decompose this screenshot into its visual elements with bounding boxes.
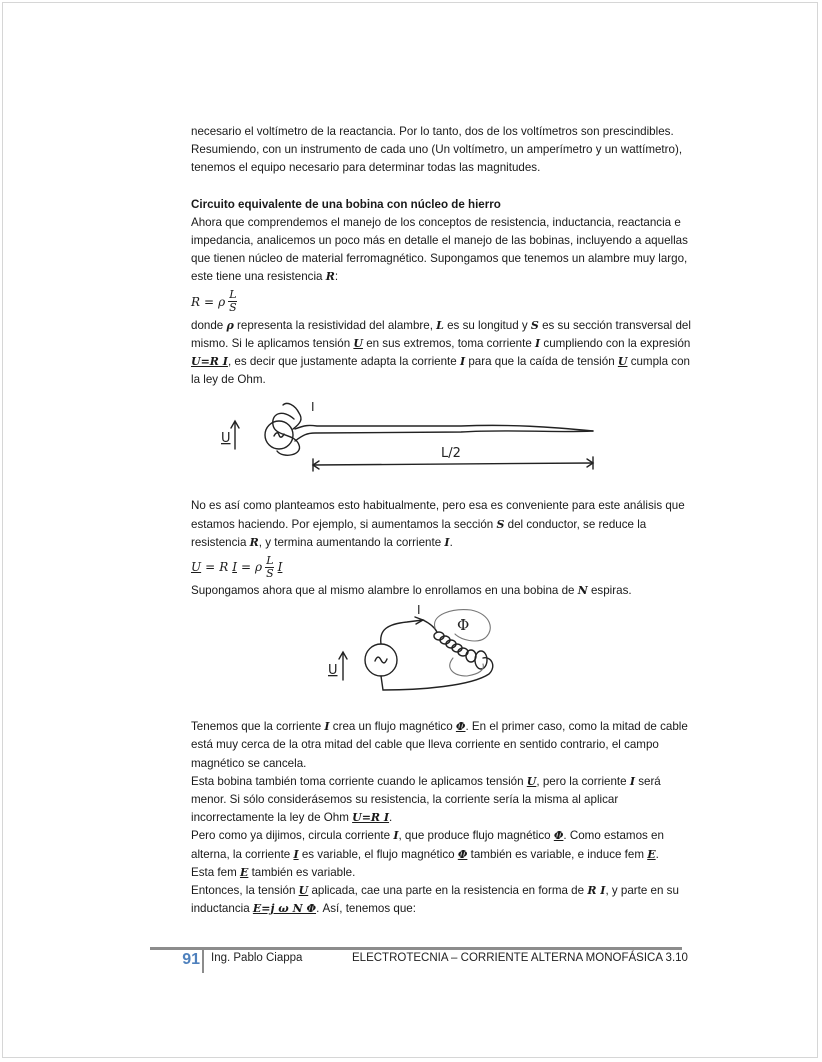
footer-author: Ing. Pablo Ciappa xyxy=(211,952,303,964)
formula-i: I xyxy=(277,559,283,574)
label-i: I xyxy=(417,603,421,618)
page-number: 91 xyxy=(182,951,200,968)
var-r: R xyxy=(325,270,335,284)
label-i: I xyxy=(311,400,315,415)
var-u: U xyxy=(617,355,628,369)
document-body xyxy=(191,123,691,918)
var-r: R xyxy=(249,535,259,549)
var-phi: Φ xyxy=(553,829,564,843)
var-phi: Φ xyxy=(455,720,466,734)
formula-rho: ρ xyxy=(255,559,263,574)
figure-coil xyxy=(191,600,691,718)
var-l: L xyxy=(436,318,444,332)
var-u: U xyxy=(353,336,363,350)
var-i: I xyxy=(535,336,541,350)
formula-resistance xyxy=(191,287,691,317)
expr-ohm: U=R I xyxy=(191,355,228,369)
var-i: I xyxy=(459,355,466,369)
footer-separator xyxy=(202,947,204,973)
label-u: U xyxy=(328,663,338,679)
formula-eq: = xyxy=(204,294,215,309)
footer-title: ELECTROTECNIA – CORRIENTE ALTERNA MONOFÁSICA 3.10 xyxy=(352,952,688,964)
fraction-denominator: S xyxy=(229,301,237,315)
paragraph: Tenemos que la corriente I crea un flujo magnético Φ. En el primer caso, como la mitad de cable está muy cerca de la otra mitad del cable que lleva corriente en sentido contrario, el campo magnético se cancela. xyxy=(191,720,688,770)
section-heading: Circuito equivalente de una bobina con núcleo de hierro xyxy=(191,197,501,211)
paragraph: Supongamos ahora que al mismo alambre lo enrollamos en una bobina de N espiras. xyxy=(191,584,632,598)
label-flux: Φ xyxy=(457,616,470,635)
coil-diagram xyxy=(191,600,691,718)
var-phi: Φ xyxy=(457,847,468,861)
formula-u: U xyxy=(191,559,202,574)
var-u: U xyxy=(298,884,309,898)
var-s: S xyxy=(530,318,539,332)
expr-emf: E=j ω N Φ xyxy=(252,902,317,916)
paragraph xyxy=(191,214,691,287)
var-i: I xyxy=(293,847,299,861)
var-i: I xyxy=(444,535,450,549)
text: : xyxy=(334,270,339,284)
fraction-numerator: L xyxy=(229,288,237,302)
formula-rho: ρ xyxy=(218,294,226,309)
formula-i: I xyxy=(232,559,237,574)
formula-lhs: R xyxy=(191,294,201,309)
formula-ohm-law xyxy=(191,552,691,582)
fraction-numerator: L xyxy=(266,553,274,567)
var-n: N xyxy=(577,584,588,598)
fraction xyxy=(265,555,275,580)
var-e: E xyxy=(239,865,249,879)
label-length: L/2 xyxy=(441,446,461,462)
text: Ahora que comprendemos el manejo de los conceptos de resistencia, inductancia, reactancia e impedancia, analicemos un poco más en detalle el manejo de las bobinas, incluyendo a aquellas que tienen núcleo de material ferromagnético. Supongamos que tenemos un alambre muy largo, este tiene una resistencia xyxy=(191,215,688,284)
paragraph: Esta fem E también es variable. xyxy=(191,865,356,879)
var-u: U xyxy=(526,774,537,788)
expr-ri: R I xyxy=(587,884,606,898)
footer-divider xyxy=(150,947,682,950)
fraction xyxy=(228,289,238,314)
paragraph: Esta bobina también toma corriente cuando le aplicamos tensión U, pero la corriente I será menor. Si sólo considerásemos su resistencia, la corriente sería la misma al aplicar incorrectamente la ley de Ohm U=R I. xyxy=(191,774,661,825)
fraction-denominator: S xyxy=(266,566,274,580)
figure-straight-wire xyxy=(191,389,691,497)
formula-eq: = xyxy=(240,559,252,574)
var-e: E xyxy=(647,847,656,861)
var-i: I xyxy=(393,829,399,843)
paragraph: Entonces, la tensión U aplicada, cae una parte en la resistencia en forma de R I, y parte en su inductancia E=j ω N Φ. Así, tenemos que: xyxy=(191,884,679,916)
paragraph: necesario el voltímetro de la reactancia. Por lo tanto, dos de los voltímetros son prescindibles. xyxy=(191,125,674,138)
paragraph: Pero como ya dijimos, circula corriente I, que produce flujo magnético Φ. Como estamos en alterna, la corriente I es variable, el flujo magnético Φ también es variable, e induce fem E. xyxy=(191,829,664,861)
paragraph: No es así como planteamos esto habitualmente, pero esa es conveniente para este análisis que estamos haciendo. Por ejemplo, si aumentamos la sección S del conductor, se reduce la resistencia R, y termina aumentando la corriente I. xyxy=(191,499,685,549)
var-rho: ρ xyxy=(226,318,234,332)
var-i: I xyxy=(324,720,330,734)
label-u: U xyxy=(221,431,231,447)
formula-eq: = xyxy=(205,559,216,574)
var-s: S xyxy=(496,517,505,531)
paragraph: Resumiendo, con un instrumento de cada uno (Un voltímetro, un amperímetro y un wattímetro), tenemos el equipo necesario para determinar todas las magnitudes. xyxy=(191,143,683,175)
expr-ohm: U=R I xyxy=(352,811,390,825)
wire-diagram xyxy=(191,389,691,497)
formula-r: R xyxy=(219,559,229,574)
paragraph: donde ρ representa la resistividad del alambre, L es su longitud y S es su sección transversal del mismo. Si le aplicamos tensión U en sus extremos, toma corriente I cumpliendo con la expresión U=R I, es decir que justamente adapta la corriente I para que la caída de tensión U cumpla con la ley de Ohm. xyxy=(191,318,691,387)
var-i: I xyxy=(629,774,635,788)
